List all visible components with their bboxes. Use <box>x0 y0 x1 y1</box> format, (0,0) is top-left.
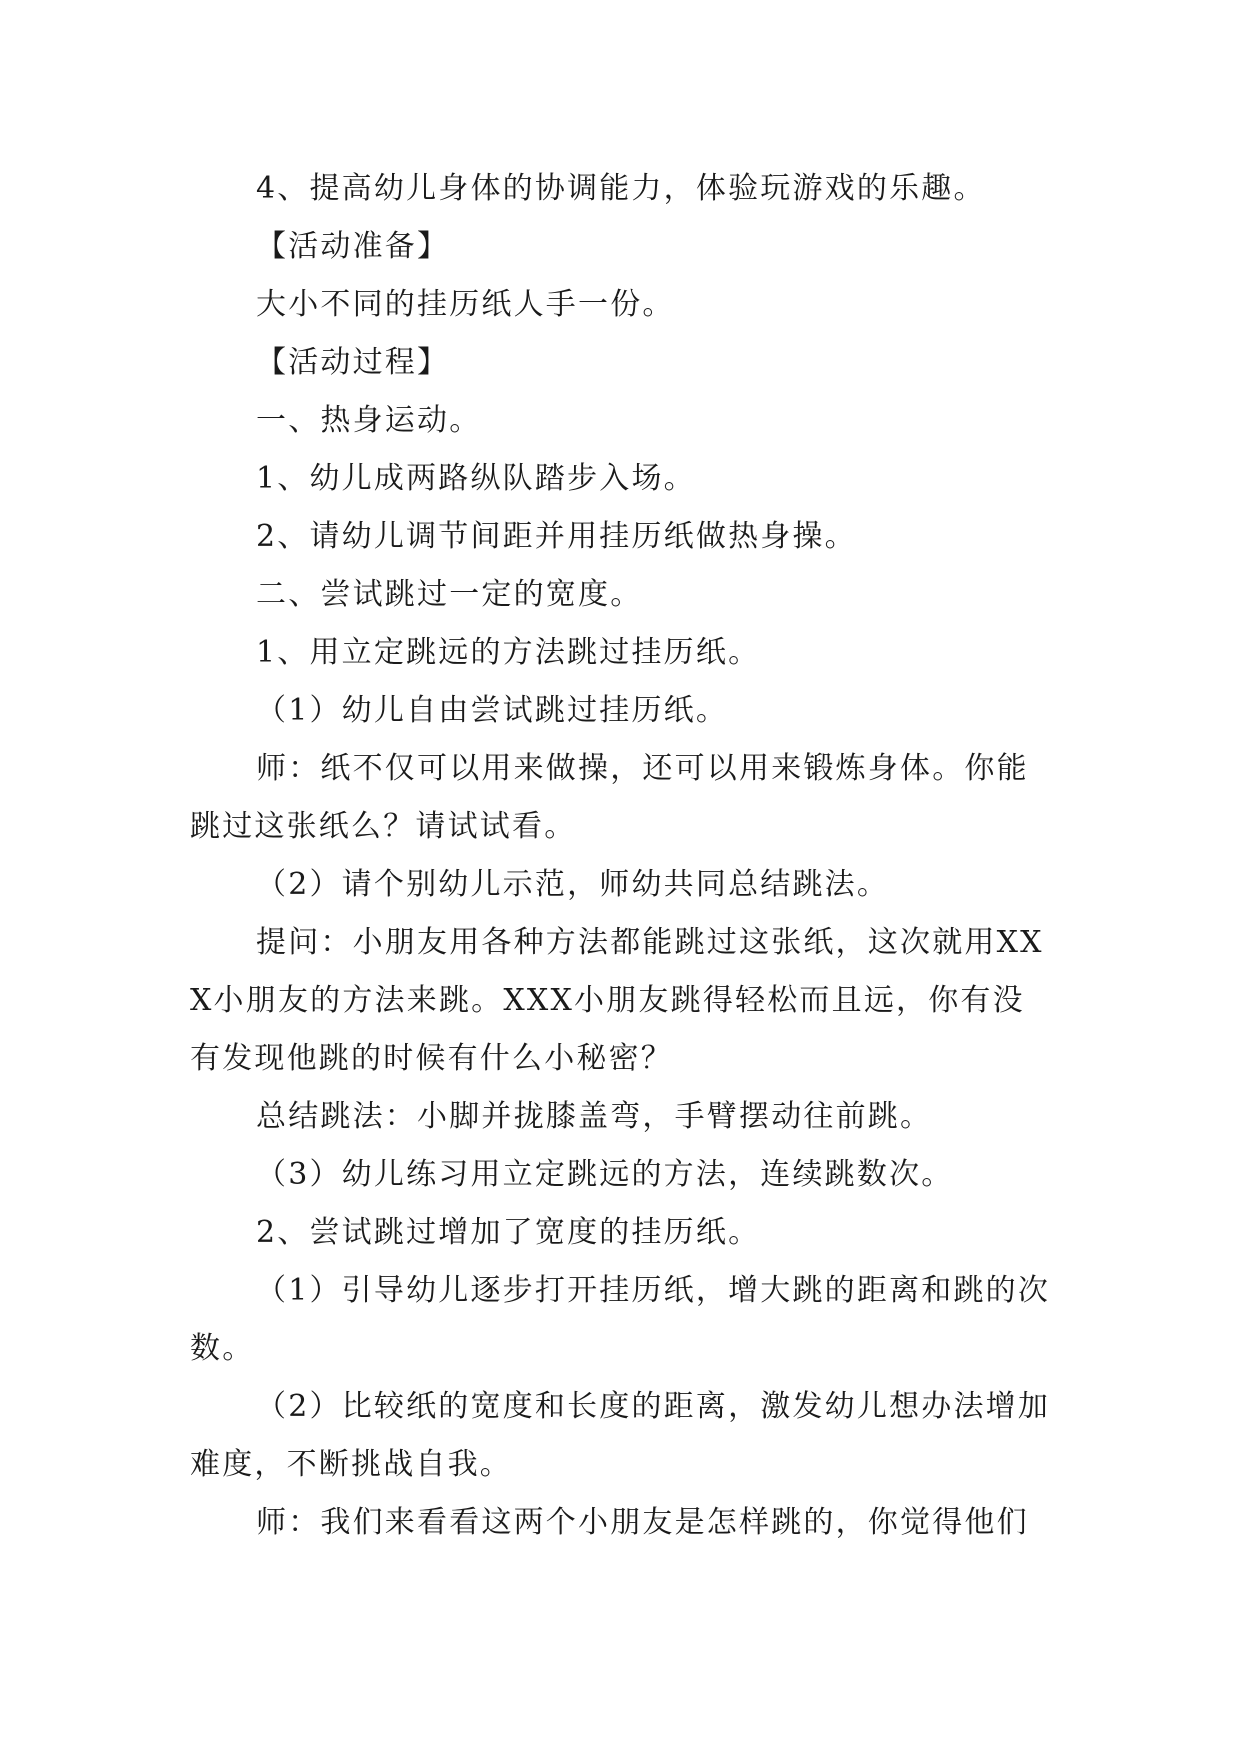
document-body <box>190 160 1053 1552</box>
paragraph-question: 提问：小朋友用各种方法都能跳过这张纸，这次就用XXX小朋友的方法来跳。XXX小朋友跳得轻松而且远，你有没有发现他跳的时候有什么小秘密？ <box>190 925 1044 1076</box>
paragraph-teacher-2: 师：我们来看看这两个小朋友是怎样跳的，你觉得他们 <box>256 1505 1029 1540</box>
paragraph-jump-1-1: （1）幼儿自由尝试跳过挂历纸。 <box>256 693 729 728</box>
paragraph-summary: 总结跳法：小脚并拢膝盖弯，手臂摆动往前跳。 <box>256 1099 933 1134</box>
paragraph-goal-4: 4、提高幼儿身体的协调能力，体验玩游戏的乐趣。 <box>256 171 986 206</box>
section-warmup: 一、热身运动。 <box>256 403 482 438</box>
paragraph-jump-1-3: （3）幼儿练习用立定跳远的方法，连续跳数次。 <box>256 1157 954 1192</box>
paragraph-jump-1-2: （2）请个别幼儿示范，师幼共同总结跳法。 <box>256 867 890 902</box>
paragraph-jump-2: 2、尝试跳过增加了宽度的挂历纸。 <box>256 1215 761 1250</box>
paragraph-jump-1: 1、用立定跳远的方法跳过挂历纸。 <box>256 635 761 670</box>
heading-activity-process: 【活动过程】 <box>256 345 450 380</box>
section-jump-width: 二、尝试跳过一定的宽度。 <box>256 577 643 612</box>
paragraph-warmup-1: 1、幼儿成两路纵队踏步入场。 <box>256 461 696 496</box>
paragraph-teacher-1: 师：纸不仅可以用来做操，还可以用来锻炼身体。你能跳过这张纸么？请试试看。 <box>190 751 1029 844</box>
paragraph-jump-2-2: （2）比较纸的宽度和长度的距离，激发幼儿想办法增加难度，不断挑战自我。 <box>190 1389 1051 1482</box>
paragraph-jump-2-1: （1）引导幼儿逐步打开挂历纸，增大跳的距离和跳的次数。 <box>190 1273 1051 1366</box>
paragraph-warmup-2: 2、请幼儿调节间距并用挂历纸做热身操。 <box>256 519 857 554</box>
heading-activity-preparation: 【活动准备】 <box>256 229 450 264</box>
paragraph-preparation: 大小不同的挂历纸人手一份。 <box>256 287 675 322</box>
